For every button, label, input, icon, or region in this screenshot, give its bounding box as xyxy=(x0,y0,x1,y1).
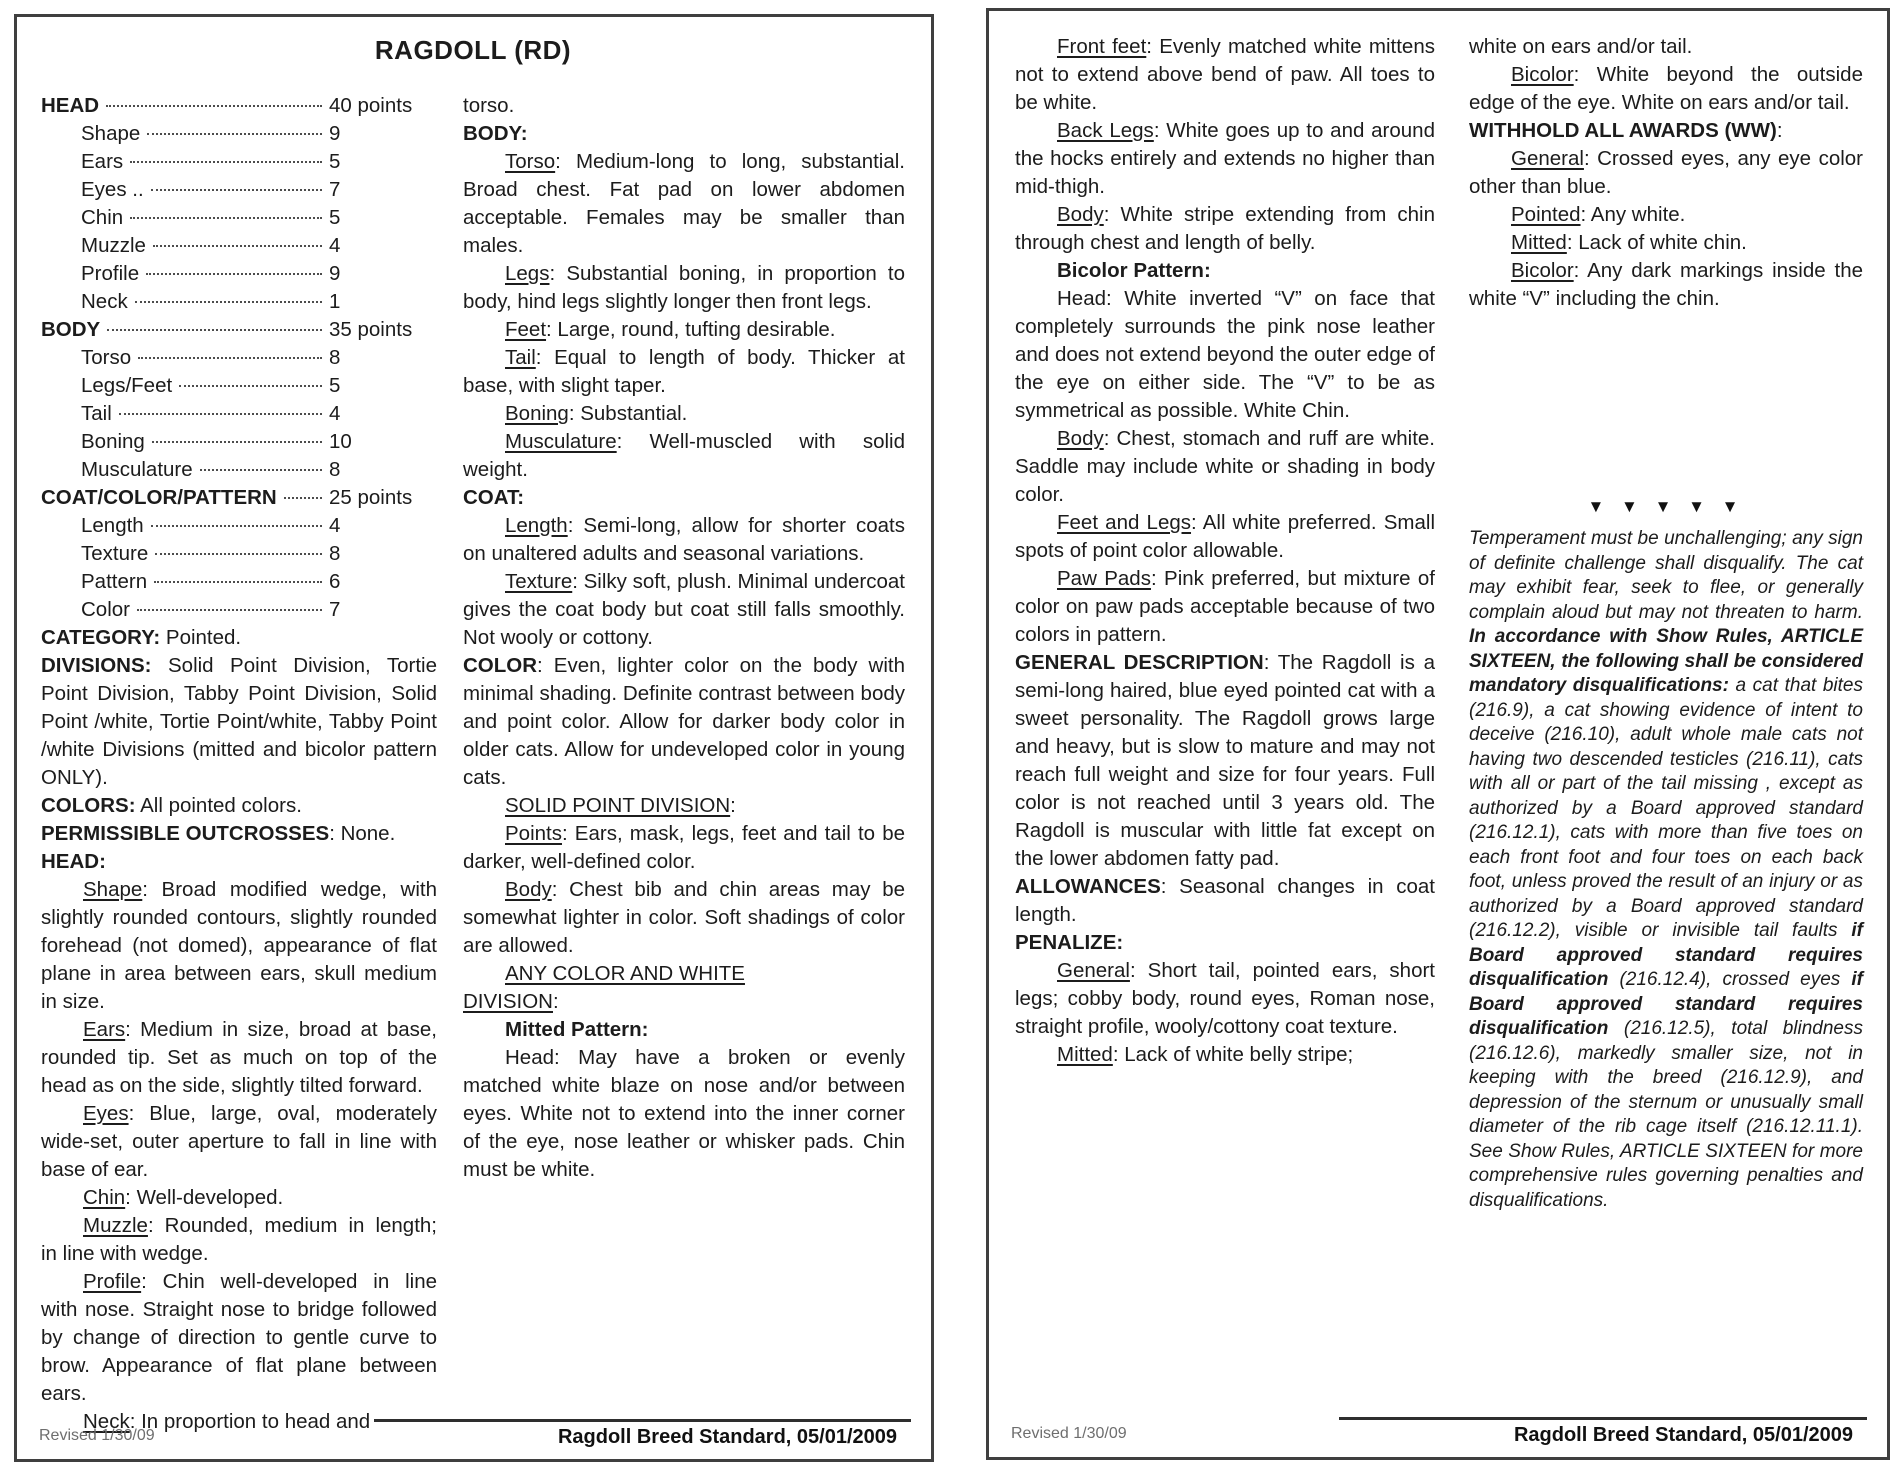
score-row xyxy=(41,484,437,512)
paragraph xyxy=(41,1268,437,1408)
score-value: 8 xyxy=(329,458,341,481)
score-value: 6 xyxy=(329,570,341,593)
underlined-label: Points xyxy=(505,822,562,845)
page2-column-2 xyxy=(1469,33,1863,1213)
score-value: 5 xyxy=(329,206,341,229)
paragraph-text: : Semi-long, allow for shorter coats on unaltered adults and seasonal variations. xyxy=(463,514,905,565)
score-value: 10 xyxy=(329,430,352,453)
paragraph-text: : White stripe extending from chin through chest and length of belly. xyxy=(1015,203,1435,254)
paragraph xyxy=(41,792,437,820)
revised-date: Revised 1/30/09 xyxy=(1011,1425,1127,1442)
paragraph xyxy=(463,148,905,260)
paragraph-text: : The Ragdoll is a semi-long haired, blue eyed pointed cat with a sweet personality. The Ragdoll grows large and heavy, but is slow to mature and may not reach full weight and size for four years. Full color is not reached until 3 years old. The Ragdoll is muscular with little fat except on the lower abdomen fatty pad. xyxy=(1015,651,1435,870)
score-label: HEAD xyxy=(41,94,100,117)
score-label: Shape xyxy=(81,122,141,145)
paragraph-text: : Seasonal changes in coat length. xyxy=(1015,875,1435,926)
underlined-label: Body xyxy=(1057,203,1104,226)
paragraph xyxy=(41,1212,437,1268)
paragraph-text: : Evenly matched white mittens not to extend above bend of paw. All toes to be white. xyxy=(1015,35,1435,114)
score-row xyxy=(41,148,437,176)
underlined-label: Profile xyxy=(83,1270,142,1293)
page1-column-2 xyxy=(463,92,905,1436)
paragraph-text: : Equal to length of body. Thicker at base, with slight taper. xyxy=(463,346,905,397)
score-row xyxy=(41,204,437,232)
score-row xyxy=(41,120,437,148)
underlined-label: Mitted xyxy=(1511,231,1567,254)
disq-run: (216.12.5), total blindness (216.12.6), markedly smaller size, not in keeping with the breed (216.12.9), and depression of the sternum or unusually small diameter of the rib cage itself (216.12.11.1). See Show Rules, ARTICLE SIXTEEN for more comprehensive rules governing penalties and disqualifications. xyxy=(1469,1018,1864,1211)
sub-label: Head xyxy=(505,1046,555,1069)
score-value: 4 xyxy=(329,514,341,537)
paragraph xyxy=(41,820,437,848)
paragraph xyxy=(41,1100,437,1184)
score-label: Color xyxy=(81,598,130,621)
section-head: COLORS: xyxy=(41,794,136,817)
score-label: Neck xyxy=(81,290,128,313)
paragraph xyxy=(1015,565,1435,649)
paragraph xyxy=(463,512,905,568)
paragraph-text: : Any dark markings inside the white “V” including the chin. xyxy=(1469,259,1863,310)
score-row xyxy=(41,372,437,400)
paragraph xyxy=(463,820,905,876)
paragraph xyxy=(41,1184,437,1212)
page2-col1-text xyxy=(1015,33,1435,1069)
score-label: Tail xyxy=(81,402,112,425)
section-head: PERMISSIBLE OUTCROSSES xyxy=(41,822,330,845)
page2-column-1 xyxy=(1015,33,1435,1213)
underlined-label: Neck xyxy=(83,1410,130,1433)
paragraph xyxy=(1469,61,1863,117)
underlined-label: Bicolor xyxy=(1511,63,1574,86)
paragraph-text: : White goes up to and around the hocks entirely and extends no higher than mid-thigh. xyxy=(1015,119,1435,198)
page-title: RAGDOLL (RD) xyxy=(374,35,572,65)
score-label: Boning xyxy=(81,430,145,453)
score-row xyxy=(41,232,437,260)
score-label: Chin xyxy=(81,206,124,229)
section-head: COAT: xyxy=(463,486,525,509)
underlined-label: Body xyxy=(1057,427,1104,450)
paragraph-text: : Chin well-developed in line with nose. Straight nose to bridge followed by change of direction to gentle curve to brow. Appearance of flat plane between ears. xyxy=(41,1270,437,1405)
paragraph-text: : Chest, stomach and ruff are white. Saddle may include white or shading in body color. xyxy=(1015,427,1435,506)
paragraph-text: : Any white. xyxy=(1580,203,1686,226)
score-value: 5 xyxy=(329,150,341,173)
paragraph-text: : Well-developed. xyxy=(125,1186,284,1209)
score-value: 25 points xyxy=(329,486,413,509)
underlined-label: Back Legs xyxy=(1057,119,1154,142)
paragraph xyxy=(463,428,905,484)
score-row xyxy=(41,260,437,288)
paragraph-text: : Well-muscled with solid weight. xyxy=(463,430,905,481)
score-value: 4 xyxy=(329,402,341,425)
paragraph xyxy=(1015,509,1435,565)
paragraph-text: : xyxy=(1776,119,1783,142)
paragraph-text: : Crossed eyes, any eye color other than blue. xyxy=(1469,147,1863,198)
paragraph xyxy=(1015,285,1435,425)
paragraph xyxy=(1015,425,1435,509)
paragraph xyxy=(1015,1041,1435,1069)
paragraph-text: : Pink preferred, but mixture of color on paw pads acceptable because of two colors in pattern. xyxy=(1015,567,1435,646)
paragraph-text: : Broad modified wedge, with slightly rounded contours, slightly rounded forehead (not domed), appearance of flat plane in area between ears, skull medium in size. xyxy=(41,878,437,1013)
paragraph xyxy=(1015,649,1435,873)
score-value: 40 points xyxy=(329,94,413,117)
score-row xyxy=(41,596,437,624)
page-2 xyxy=(986,8,1890,1460)
paragraph xyxy=(1469,229,1863,257)
dot-leader xyxy=(130,217,322,219)
underlined-label: General xyxy=(1511,147,1584,170)
paragraph-text: : xyxy=(730,794,736,817)
dot-leader xyxy=(200,469,322,471)
dot-leader xyxy=(152,441,322,443)
underlined-label: Eyes xyxy=(83,1102,129,1125)
score-row xyxy=(41,400,437,428)
section-head: Bicolor Pattern: xyxy=(1057,259,1211,282)
paragraph xyxy=(463,400,905,428)
page2-col2-text xyxy=(1469,33,1863,313)
paragraph xyxy=(463,120,905,148)
standard-title: Ragdoll Breed Standard, 05/01/2009 xyxy=(1339,1417,1867,1447)
paragraph-text: : White inverted “V” on face that completely surrounds the pink nose leather and does not extend beyond the outer edge of the eye on either side. The “V” to be as symmetrical as possible. White Chin. xyxy=(1015,287,1435,422)
section-head: DIVISIONS: xyxy=(41,654,152,677)
score-row xyxy=(41,512,437,540)
section-head: HEAD: xyxy=(41,850,106,873)
paragraph-text: : All white preferred. Small spots of point color allowable. xyxy=(1015,511,1436,562)
score-row xyxy=(41,540,437,568)
page1-column-1 xyxy=(41,92,437,1436)
paragraph-text: : Silky soft, plush. Minimal undercoat gives the coat body but coat still falls smoothly. Not wooly or cottony. xyxy=(463,570,905,649)
paragraph xyxy=(463,1044,905,1184)
score-value: 35 points xyxy=(329,318,413,341)
dot-leader xyxy=(130,161,322,163)
underlined-label: Shape xyxy=(83,878,143,901)
paragraph-text: : Substantial boning, in proportion to body, hind legs slightly longer then front legs. xyxy=(463,262,905,313)
dot-leader xyxy=(155,553,322,555)
page2-footer xyxy=(1011,1417,1867,1447)
score-value: 5 xyxy=(329,374,341,397)
disq-run: if Board approved standard requires disqualification xyxy=(1469,920,1863,990)
paragraph xyxy=(1015,257,1435,285)
paragraph xyxy=(1015,117,1435,201)
score-table xyxy=(41,92,437,624)
dot-leader xyxy=(137,609,322,611)
dot-leader xyxy=(147,133,322,135)
paragraph-text: : Lack of white chin. xyxy=(1566,231,1747,254)
underlined-label: Legs xyxy=(505,262,550,285)
score-row xyxy=(41,288,437,316)
dot-leader xyxy=(153,245,322,247)
paragraph-text: : xyxy=(553,990,559,1013)
paragraph-text: : In proportion to head and xyxy=(129,1410,371,1433)
paragraph xyxy=(1015,929,1435,957)
section-head: COLOR xyxy=(463,654,538,677)
disq-run: Temperament must be unchallenging; any sign of definite challenge shall disqualify. The cat may exhibit fear, seek to flee, or generally complain aloud but may not threaten to harm. xyxy=(1469,528,1863,623)
dot-leader xyxy=(119,413,322,415)
score-label: Texture xyxy=(81,542,149,565)
underlined-label: Torso xyxy=(505,150,556,173)
paragraph xyxy=(1015,33,1435,117)
disq-run: In accordance with Show Rules, ARTICLE SIXTEEN, the following shall be considered mandatory disqualifications: xyxy=(1469,626,1863,696)
dot-leader xyxy=(146,273,322,275)
score-value: 9 xyxy=(329,262,341,285)
paragraph xyxy=(1015,957,1435,1041)
triangle-marker: ▼ ▼ ▼ ▼ ▼ xyxy=(1587,497,1745,516)
section-head: Mitted Pattern: xyxy=(505,1018,649,1041)
underlined-label: Musculature xyxy=(505,430,617,453)
paragraph-text: : Medium in size, broad at base, rounded tip. Set as much on top of the head as on the side, slightly tilted forward. xyxy=(41,1018,437,1097)
paragraph xyxy=(463,92,905,120)
paragraph xyxy=(463,960,905,988)
score-row xyxy=(41,176,437,204)
page-1 xyxy=(14,14,934,1462)
paragraph xyxy=(41,624,437,652)
section-head: CATEGORY: xyxy=(41,626,161,649)
paragraph-text: white on ears and/or tail. xyxy=(1469,35,1693,58)
score-label: Torso xyxy=(81,346,132,369)
score-label: Ears xyxy=(81,150,124,173)
paragraph xyxy=(1015,201,1435,257)
paragraph-text: : White beyond the outside edge of the eye. White on ears and/or tail. xyxy=(1469,63,1863,114)
paragraph-text: : May have a broken or evenly matched white blaze on nose and/or between eyes. White not to extend into the inner corner of the eye, nose leather or whisker pads. Chin must be white. xyxy=(463,1046,905,1181)
sub-label: Head xyxy=(1057,287,1107,310)
paragraph-text: Solid Point Division, Tortie Point Division, Tabby Point Division, Solid Point /white, Tortie Point/white, Tabby Point /white Divisions (mitted and bicolor pattern ONLY). xyxy=(41,654,437,789)
underlined-label: Paw Pads xyxy=(1057,567,1151,590)
underlined-label: Feet xyxy=(505,318,547,341)
dot-leader xyxy=(151,189,322,191)
paragraph xyxy=(463,876,905,960)
underlined-label: SOLID POINT DIVISION xyxy=(505,794,731,817)
dot-leader xyxy=(106,105,322,107)
paragraph xyxy=(463,1016,905,1044)
paragraph-text: : None. xyxy=(329,822,396,845)
dot-leader xyxy=(284,497,322,499)
page1-col2-text xyxy=(463,92,905,1184)
score-label: Profile xyxy=(81,262,140,285)
score-label: Length xyxy=(81,514,144,537)
score-value: 8 xyxy=(329,542,341,565)
page1-columns xyxy=(41,92,905,1436)
underlined-label: Ears xyxy=(83,1018,126,1041)
paragraph xyxy=(1469,117,1863,145)
score-value: 9 xyxy=(329,122,341,145)
paragraph xyxy=(1469,33,1863,61)
section-head: ALLOWANCES xyxy=(1015,875,1161,898)
paragraph xyxy=(463,316,905,344)
section-head: WITHHOLD ALL AWARDS (WW) xyxy=(1469,119,1777,142)
paragraph-text: : Medium-long to long, substantial. Broad chest. Fat pad on lower abdomen acceptable. Females may be smaller than males. xyxy=(463,150,905,257)
page1-col1-text xyxy=(41,624,437,1436)
underlined-label: Length xyxy=(505,514,568,537)
paragraph xyxy=(41,848,437,876)
dot-leader xyxy=(151,525,322,527)
paragraph xyxy=(463,344,905,400)
section-head: GENERAL DESCRIPTION xyxy=(1015,651,1264,674)
paragraph-text: : Blue, large, oval, moderately wide-set, outer aperture to fall in line with base of ear. xyxy=(41,1102,437,1181)
paragraph-text: : Short tail, pointed ears, short legs; cobby body, round eyes, Roman nose, straight profile, wooly/cottony coat texture. xyxy=(1015,959,1435,1038)
dot-leader xyxy=(135,301,322,303)
page1-footer xyxy=(39,1419,911,1449)
paragraph-text: : Substantial. xyxy=(568,402,688,425)
score-label: Musculature xyxy=(81,458,193,481)
score-label: Pattern xyxy=(81,570,148,593)
paragraph xyxy=(1469,201,1863,229)
paragraph xyxy=(1469,145,1863,201)
underlined-label: Texture xyxy=(505,570,573,593)
score-label: Eyes .. xyxy=(81,178,144,201)
paragraph-text: : Chest bib and chin areas may be somewhat lighter in color. Soft shadings of color are allowed. xyxy=(463,878,905,957)
paragraph xyxy=(463,988,905,1016)
paragraph xyxy=(463,792,905,820)
score-row xyxy=(41,92,437,120)
underlined-label: Bicolor xyxy=(1511,259,1574,282)
disq-run: (216.12.4), crossed eyes xyxy=(1619,969,1852,990)
dot-leader xyxy=(107,329,322,331)
paragraph-text: : Rounded, medium in length; in line with wedge. xyxy=(41,1214,437,1265)
paragraph xyxy=(463,260,905,316)
score-row xyxy=(41,344,437,372)
underlined-label: Tail xyxy=(505,346,536,369)
underlined-label: Boning xyxy=(505,402,569,425)
score-value: 4 xyxy=(329,234,341,257)
underlined-label: Mitted xyxy=(1057,1043,1113,1066)
score-label: COAT/COLOR/PATTERN xyxy=(41,486,277,509)
paragraph xyxy=(463,484,905,512)
paragraph-text: All pointed colors. xyxy=(135,794,302,817)
paragraph xyxy=(1469,257,1863,313)
underlined-label: Muzzle xyxy=(83,1214,148,1237)
underlined-label: Feet and Legs xyxy=(1057,511,1192,534)
score-label: Muzzle xyxy=(81,234,146,257)
standard-title: Ragdoll Breed Standard, 05/01/2009 xyxy=(374,1419,911,1449)
disqualification-note xyxy=(1469,527,1863,1213)
paragraph xyxy=(41,1016,437,1100)
score-row xyxy=(41,456,437,484)
score-value: 7 xyxy=(329,598,341,621)
score-label: BODY xyxy=(41,318,101,341)
score-value: 8 xyxy=(329,346,341,369)
paragraph-text: Pointed. xyxy=(160,626,242,649)
score-row xyxy=(41,316,437,344)
dot-leader xyxy=(138,357,322,359)
dot-leader xyxy=(154,581,322,583)
underlined-label: ANY COLOR AND WHITE xyxy=(505,962,745,985)
revised-date: Revised 1/30/09 xyxy=(39,1427,155,1444)
paragraph xyxy=(463,652,905,792)
underlined-label: General xyxy=(1057,959,1130,982)
underlined-label: Body xyxy=(505,878,552,901)
paragraph-text: : Lack of white belly stripe; xyxy=(1112,1043,1354,1066)
page2-columns xyxy=(1015,33,1863,1213)
paragraph-text: : Large, round, tufting desirable. xyxy=(546,318,836,341)
underlined-label: Chin xyxy=(83,1186,126,1209)
score-row xyxy=(41,428,437,456)
underlined-label: Pointed xyxy=(1511,203,1581,226)
paragraph xyxy=(1015,873,1435,929)
section-head: PENALIZE: xyxy=(1015,931,1124,954)
score-value: 1 xyxy=(329,290,341,313)
score-label: Legs/Feet xyxy=(81,374,173,397)
score-row xyxy=(41,568,437,596)
paragraph-text: : Even, lighter color on the body with minimal shading. Definite contrast between body and point color. Allow for darker body color in older cats. Allow for undeveloped color in young cats. xyxy=(463,654,905,789)
paragraph xyxy=(463,568,905,652)
dot-leader xyxy=(179,385,322,387)
paragraph xyxy=(41,652,437,792)
section-head: BODY: xyxy=(463,122,528,145)
disq-run: if Board approved standard requires disqualification xyxy=(1469,969,1863,1039)
paragraph-text: : Ears, mask, legs, feet and tail to be darker, well-defined color. xyxy=(463,822,905,873)
disq-run: a cat that bites (216.9), a cat showing evidence of intent to deceive (216.10), adult whole male cats not having two descended testicles (216.11), cats with all or part of the tail missing , except as authorized by a Board approved standard (216.12.1), cats with more than five toes on each front foot and four toes on each back foot, unless proved the result of an injury or as authorized by a Board approved standard (216.12.2), visible or invisible tail faults xyxy=(1469,675,1863,941)
underlined-label: Front feet xyxy=(1057,35,1147,58)
underlined-label: DIVISION xyxy=(463,990,553,1013)
paragraph xyxy=(41,876,437,1016)
score-value: 7 xyxy=(329,178,341,201)
paragraph-text: torso. xyxy=(463,94,515,117)
